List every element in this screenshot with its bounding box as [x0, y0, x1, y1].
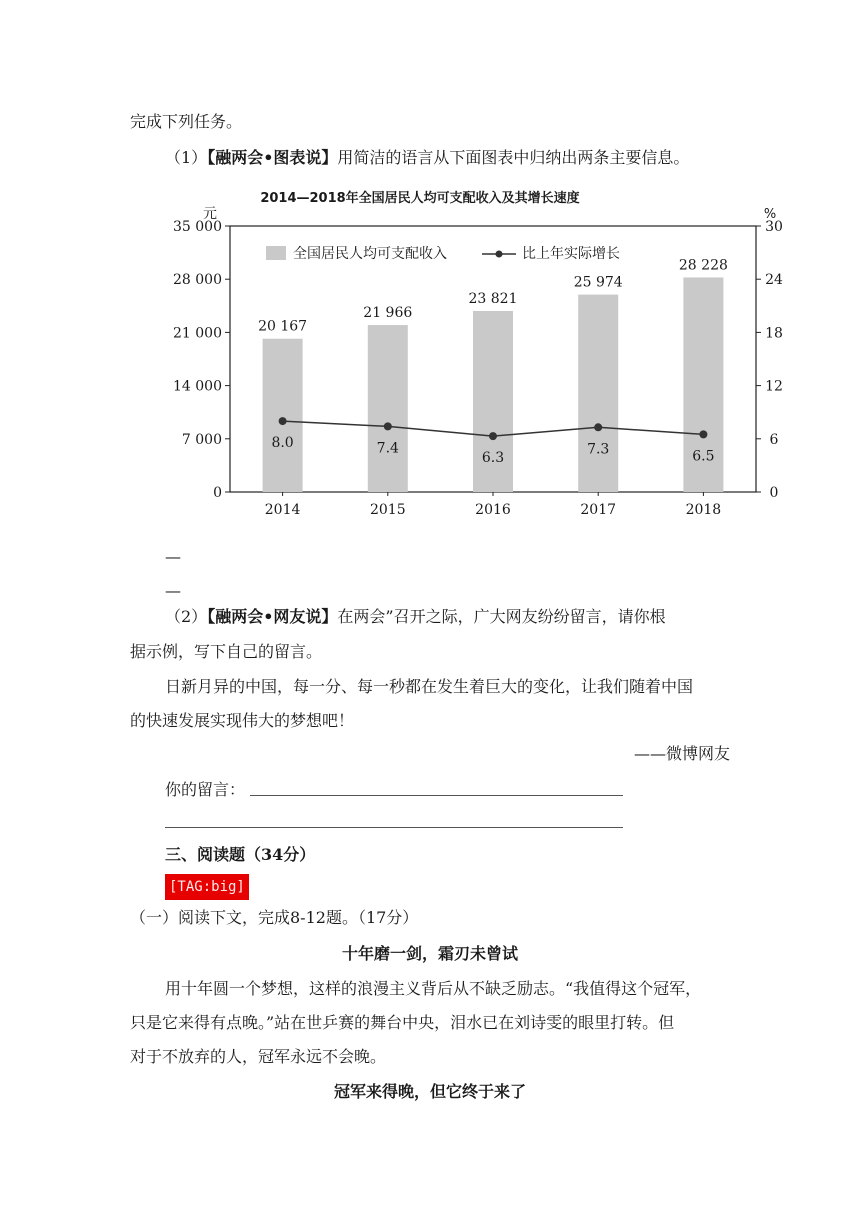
- growth-point: [594, 423, 602, 431]
- example-line-1: 日新月异的中国，每一分、每一秒都在发生着巨大的变化，让我们随着中国: [165, 677, 694, 696]
- left-axis-tick-label: 0: [213, 485, 222, 501]
- left-axis-tick-label: 14 000: [173, 378, 222, 395]
- task-1-text: 用简洁的语言从下面图表中归纳出两条主要信息。: [337, 148, 690, 167]
- income-bar: [263, 339, 303, 492]
- growth-point-label: 7.3: [587, 441, 610, 458]
- your-message-label: 你的留言：: [165, 780, 246, 799]
- article-title: 十年磨一剑，霜刃未曾试: [341, 944, 518, 963]
- income-chart-svg: [160, 182, 783, 522]
- task-2-heading: [165, 605, 666, 629]
- growth-point-label: 7.4: [376, 440, 399, 457]
- x-axis-tick-label: 2018: [685, 502, 722, 518]
- x-axis-tick-label: 2017: [580, 502, 617, 518]
- x-axis-tick-label: 2016: [475, 502, 511, 518]
- income-bar: [578, 295, 618, 492]
- left-axis-unit: 元: [203, 206, 217, 222]
- income-bar-label: 28 228: [678, 257, 728, 274]
- income-chart: [160, 182, 783, 522]
- legend-line-label: 比上年实际增长: [522, 246, 620, 262]
- legend-bar-label: 全国居民人均可支配收入: [293, 246, 447, 262]
- article-paragraph-line-2: 只是它来得有点晚。”站在世乒赛的舞台中央，泪水已在刘诗雯的眼里打转。但: [130, 1013, 675, 1032]
- intro-line: 完成下列任务。: [130, 112, 243, 131]
- right-axis-tick-label: 0: [769, 485, 779, 501]
- legend-line-marker: [496, 251, 503, 258]
- growth-point: [384, 422, 392, 430]
- message-blank-line-2[interactable]: [165, 827, 623, 828]
- income-bar-label: 25 974: [573, 274, 623, 291]
- growth-point-label: 6.3: [481, 450, 505, 467]
- growth-point: [279, 417, 287, 425]
- task-2-number: （2）: [165, 607, 208, 626]
- right-axis-tick-label: 30: [765, 219, 783, 235]
- right-axis-tick-label: 24: [765, 272, 783, 289]
- left-axis-tick-label: 35 000: [173, 219, 222, 235]
- task-2-text-continued: 据示例，写下自己的留言。: [130, 642, 323, 661]
- example-line-2: 的快速发展实现伟大的梦想吧！: [130, 711, 355, 730]
- right-axis-tick-label: 18: [765, 325, 783, 342]
- section-3-title: 三、阅读题（34分）: [165, 845, 316, 864]
- income-bar-label: 21 966: [363, 305, 413, 322]
- left-axis-tick-label: 7 000: [181, 431, 222, 448]
- x-axis-tick-label: 2015: [369, 502, 406, 518]
- right-axis-tick-label: 12: [765, 378, 783, 395]
- income-bar-label: 20 167: [258, 318, 308, 335]
- x-axis-tick-label: 2014: [264, 502, 301, 518]
- task-2-text: 在两会”召开之际，广大网友纷纷留言，请你根: [337, 607, 666, 626]
- article-paragraph-line-3: 对于不放弃的人，冠军永远不会晚。: [130, 1047, 387, 1066]
- growth-point-label: 8.0: [271, 435, 294, 452]
- right-axis-tick-label: 6: [769, 431, 779, 448]
- task-1-number: （1）: [165, 148, 208, 167]
- growth-point-label: 6.5: [692, 448, 715, 465]
- article-subtitle: 冠军来得晚，但它终于来了: [333, 1082, 526, 1101]
- right-axis-unit: %: [763, 207, 777, 222]
- answer-mark-2: —: [165, 581, 181, 600]
- growth-point: [699, 430, 707, 438]
- answer-mark-1: —: [165, 547, 181, 566]
- example-signature: ——微博网友: [633, 744, 730, 763]
- message-blank-line-1[interactable]: [250, 795, 623, 796]
- income-bar: [368, 325, 408, 492]
- task-1-title: 【融两会•图表说】: [207, 148, 338, 167]
- left-axis-tick-label: 21 000: [173, 325, 222, 342]
- chart-title: 2014—2018年全国居民人均可支配收入及其增长速度: [260, 191, 580, 206]
- task-2-title: 【融两会•网友说】: [207, 607, 338, 626]
- tag-label: [TAG:big]: [165, 874, 249, 900]
- legend-bar-swatch: [266, 246, 286, 260]
- income-bar-label: 23 821: [468, 290, 518, 307]
- left-axis-tick-label: 28 000: [173, 272, 222, 289]
- task-1-heading: [165, 146, 689, 170]
- reading-1-intro: （一）阅读下文，完成8-12题。（17分）: [130, 908, 419, 927]
- growth-point: [489, 432, 497, 440]
- article-paragraph-line-1: 用十年圆一个梦想，这样的浪漫主义背后从不缺乏励志。“我值得这个冠军，: [165, 979, 702, 998]
